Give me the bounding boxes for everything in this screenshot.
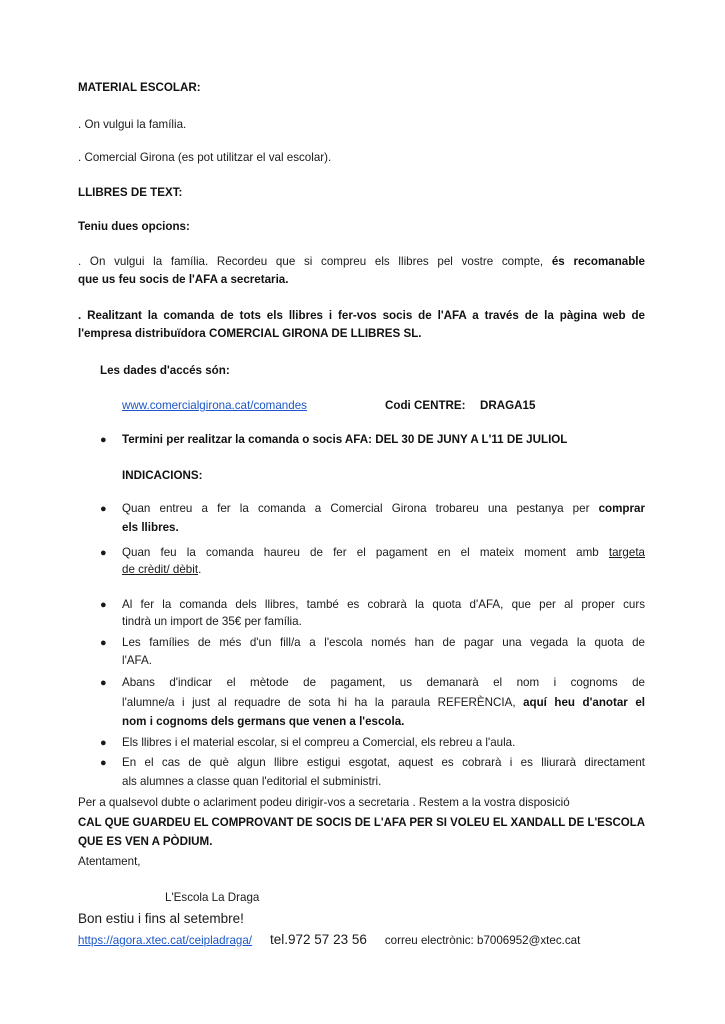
bullet-icon: ● bbox=[100, 547, 107, 559]
llibres-heading: LLIBRES DE TEXT: bbox=[78, 186, 183, 199]
notice-cont: QUE ES VEN A PÒDIUM. bbox=[78, 835, 213, 848]
footer bbox=[78, 931, 580, 950]
footer-email: correu electrònic: b7006952@xtec.cat bbox=[384, 934, 581, 947]
indications-heading: INDICACIONS: bbox=[122, 469, 203, 482]
code-value: DRAGA15 bbox=[480, 399, 536, 412]
access-url[interactable]: www.comercialgirona.cat/comandes bbox=[122, 399, 307, 412]
llibres-option-1-cont: que us feu socis de l'AFA a secretaria. bbox=[78, 273, 289, 286]
llibres-option-2: . Realitzant la comanda de tots els llibres i fer-vos socis de l'AFA a través de la pàgina web de bbox=[78, 309, 645, 322]
bullet-icon: ● bbox=[100, 637, 107, 649]
code-label: Codi CENTRE: bbox=[385, 399, 466, 412]
bullet-icon: ● bbox=[100, 503, 107, 515]
list-item-2: Quan feu la comanda haureu de fer el pagament en el mateix moment amb targeta bbox=[122, 546, 645, 559]
list-item-5-cont: l'alumne/a i just al requadre de sota hi ha la paraula REFERÈNCIA, aquí heu d'anotar el bbox=[122, 696, 645, 709]
llibres-option-2-cont: l'empresa distribuïdora COMERCIAL GIRONA DE LLIBRES SL. bbox=[78, 327, 422, 340]
list-item-4-cont: l'AFA. bbox=[122, 654, 152, 667]
llibres-option-1: . On vulgui la família. Recordeu que si compreu els llibres pel vostre compte, és recomanable bbox=[78, 255, 645, 268]
list-item-5-cont-2: nom i cognoms dels germans que venen a l'escola. bbox=[122, 715, 405, 728]
list-item-4: Les famílies de més d'un fill/a a l'escola només han de pagar una vegada la quota de bbox=[122, 636, 645, 649]
list-item-7: En el cas de què algun llibre estigui esgotat, aquest es cobrarà i es lliurarà directament bbox=[122, 756, 645, 769]
list-item-1-cont: els llibres. bbox=[122, 521, 179, 534]
footer-phone: tel.972 57 23 56 bbox=[270, 932, 367, 947]
bullet-icon: ● bbox=[100, 737, 107, 749]
list-item-7-cont: als alumnes a classe quan l'editorial el subministri. bbox=[122, 775, 382, 788]
bullet-icon: ● bbox=[100, 434, 107, 446]
doubts-text: Per a qualsevol dubte o aclariment podeu dirigir-vos a secretaria . Restem a la vostra disposició bbox=[78, 796, 570, 809]
deadline: Termini per realitzar la comanda o socis AFA: DEL 30 DE JUNY A L'11 DE JULIOL bbox=[122, 433, 568, 446]
access-url-link[interactable] bbox=[122, 398, 307, 414]
access-label: Les dades d'accés són: bbox=[100, 364, 230, 377]
notice: CAL QUE GUARDEU EL COMPROVANT DE SOCIS DE L'AFA PER SI VOLEU EL XANDALL DE L'ESCOLA bbox=[78, 816, 645, 829]
list-item-2-cont: de crèdit/ dèbit. bbox=[122, 563, 202, 576]
website-link[interactable]: https://agora.xtec.cat/ceipladraga/ bbox=[78, 934, 253, 947]
llibres-subheading: Teniu dues opcions: bbox=[78, 220, 190, 233]
bullet-icon: ● bbox=[100, 757, 107, 769]
list-item-3-cont: tindrà un import de 35€ per família. bbox=[122, 615, 302, 628]
material-option-1: . On vulgui la família. bbox=[78, 118, 187, 131]
list-item-1: Quan entreu a fer la comanda a Comercial Girona trobareu una pestanya per comprar bbox=[122, 502, 645, 515]
list-item-6: Els llibres i el material escolar, si el compreu a Comercial, els rebreu a l'aula. bbox=[122, 736, 516, 749]
list-item-3: Al fer la comanda dels llibres, també es cobrarà la quota d'AFA, que per al proper curs bbox=[122, 598, 645, 611]
signature: L'Escola La Draga bbox=[165, 891, 260, 904]
material-heading: MATERIAL ESCOLAR: bbox=[78, 81, 201, 94]
list-item-5: Abans d'indicar el mètode de pagament, us demanarà el nom i cognoms de bbox=[122, 676, 645, 689]
farewell: Bon estiu i fins al setembre! bbox=[78, 911, 244, 926]
bullet-icon: ● bbox=[100, 677, 107, 689]
bullet-icon: ● bbox=[100, 599, 107, 611]
material-option-2: . Comercial Girona (es pot utilitzar el val escolar). bbox=[78, 151, 332, 164]
regards: Atentament, bbox=[78, 855, 141, 868]
